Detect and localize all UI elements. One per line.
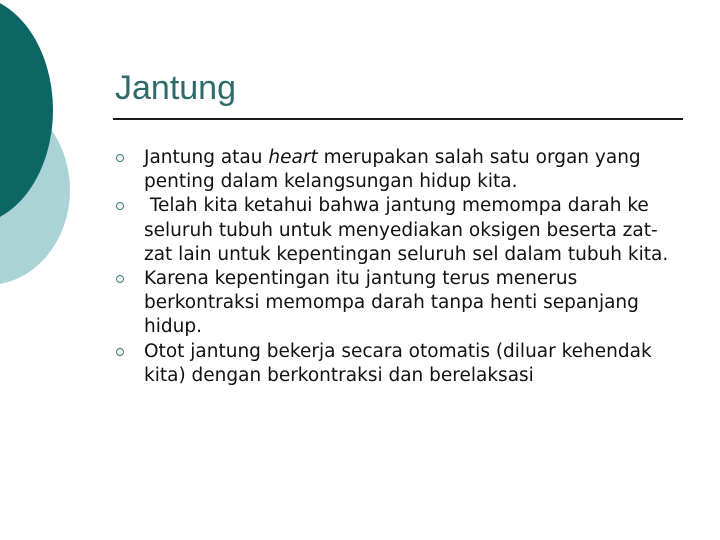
title-divider: [113, 118, 683, 120]
bullet-text-pre: Jantung atau: [144, 147, 269, 168]
bullet-item: [115, 267, 675, 340]
bullet-text: Otot jantung bekerja secara otomatis (diluar kehendak kita) dengan berkontraksi dan berelaksasi: [144, 340, 652, 386]
bullet-text: Karena kepentingan itu jantung terus menerus berkontraksi memompa darah tanpa henti sepanjang hidup.: [144, 268, 639, 338]
bullet-list: [115, 146, 675, 388]
bullet-circle-icon: [116, 154, 124, 162]
bullet-text-post: merupakan salah satu organ yang penting dalam kelangsungan hidup kita.: [144, 147, 641, 193]
slide-title: Jantung: [115, 69, 236, 107]
bullet-item: [115, 194, 675, 267]
bullet-text: Telah kita ketahui bahwa jantung memompa darah ke seluruh tubuh untuk menyediakan oksigen beserta zat-zat lain untuk kepentingan seluruh sel dalam tubuh kita.: [144, 195, 669, 265]
bullet-item: [115, 340, 675, 388]
bullet-circle-icon: [116, 275, 124, 283]
bullet-text-emphasis: heart: [268, 147, 318, 168]
bullet-circle-icon: [116, 202, 124, 210]
bullet-circle-icon: [116, 348, 124, 356]
bullet-item: [115, 146, 675, 194]
